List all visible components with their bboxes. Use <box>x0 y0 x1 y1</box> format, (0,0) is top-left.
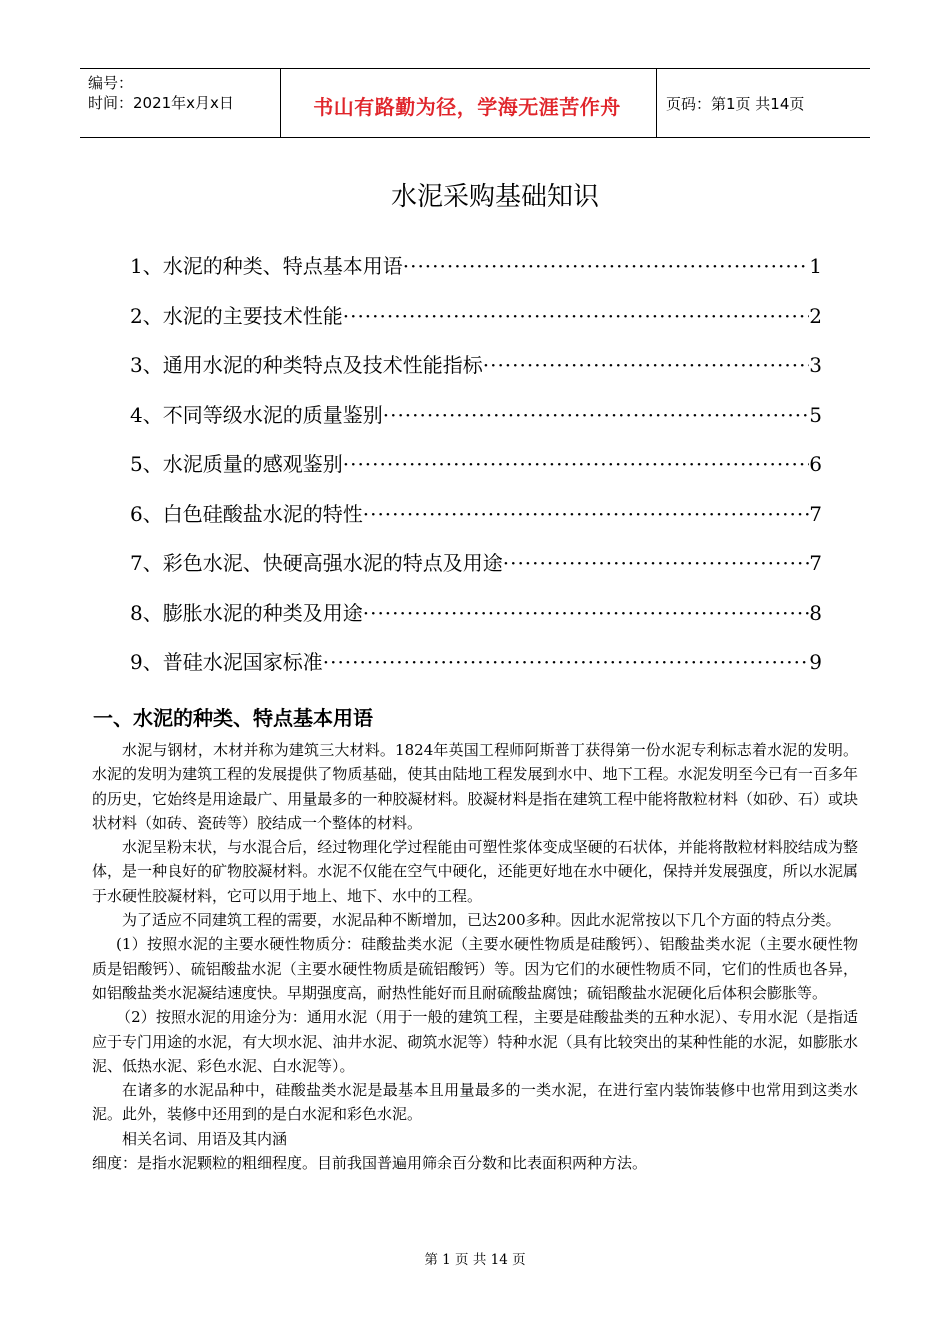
toc-entry[interactable] <box>130 250 822 300</box>
toc-entry-page: 7 <box>809 501 822 526</box>
header-number: 编号： <box>88 74 134 92</box>
toc-leader-dots <box>323 650 810 674</box>
toc-leader-dots <box>503 551 810 575</box>
toc-leader-dots <box>343 452 810 476</box>
document-title: 水泥采购基础知识 <box>390 182 599 212</box>
toc-entry-text: 2、水泥的主要技术性能 <box>130 303 343 328</box>
header-page-info: 页码：第1页 共14页 <box>666 95 805 113</box>
toc-leader-dots <box>483 353 810 377</box>
paragraph: 水泥呈粉末状，与水混合后，经过物理化学过程能由可塑性浆体变成坚硬的石状体，并能将散粒材料胶结成为整体，是一种良好的矿物胶凝材料。水泥不仅能在空气中硬化，还能更好地在水中硬化，保持并发展强度，所以水泥属于水硬性胶凝材料，它可以用于地上、地下、水中的工程。 <box>92 838 858 905</box>
toc-entry-text: 3、通用水泥的种类特点及技术性能指标 <box>130 353 483 377</box>
toc-leader-dots <box>363 601 810 625</box>
toc-entry[interactable] <box>130 448 822 498</box>
toc-leader-dots <box>383 403 810 427</box>
paragraph: 相关名词、用语及其内涵 <box>122 1129 288 1148</box>
toc-entry-page: 5 <box>809 402 822 427</box>
toc-entry-text: 6、白色硅酸盐水泥的特性 <box>130 501 363 526</box>
paragraph: （2）按照水泥的用途分为：通用水泥（用于一般的建筑工程，主要是硅酸盐类的五种水泥）、专用水泥（是指适应于专门用途的水泥，有大坝水泥、油井水泥、砌筑水泥等）特种水泥（具有比较突出的某种性能的水泥，如膨胀水泥、低热水泥、彩色水泥、白水泥等）。 <box>92 1008 858 1075</box>
header-divider <box>280 69 281 137</box>
toc-entry-page: 8 <box>809 600 822 625</box>
toc-entry[interactable] <box>130 597 822 647</box>
toc-leader-dots <box>343 304 810 328</box>
table-of-contents <box>130 250 822 696</box>
page-header <box>80 68 870 138</box>
header-time: 时间：2021年x月x日 <box>88 94 234 112</box>
toc-entry-page: 7 <box>809 551 822 575</box>
toc-entry-text: 1、水泥的种类、特点基本用语 <box>130 254 403 278</box>
header-divider <box>656 69 657 137</box>
paragraph: 在诸多的水泥品种中，硅酸盐类水泥是最基本且用量最多的一类水泥，在进行室内装饰装修中也常用到这类水泥。此外，装修中还用到的是白水泥和彩色水泥。 <box>92 1081 858 1124</box>
paragraph: 细度：是指水泥颗粒的粗细程度。目前我国普遍用筛余百分数和比表面积两种方法。 <box>92 1154 648 1173</box>
page-footer: 第 1 页 共 14 页 <box>424 1252 526 1268</box>
toc-entry-text: 8、膨胀水泥的种类及用途 <box>130 600 363 625</box>
toc-entry-page: 1 <box>809 254 822 278</box>
toc-entry-page: 2 <box>809 303 822 328</box>
section-body <box>92 738 858 1175</box>
toc-entry[interactable] <box>130 300 822 350</box>
toc-leader-dots <box>403 254 810 278</box>
toc-entry-page: 6 <box>809 452 822 476</box>
toc-entry[interactable] <box>130 349 822 399</box>
toc-entry[interactable] <box>130 399 822 449</box>
toc-entry[interactable] <box>130 498 822 548</box>
toc-entry-text: 9、普硅水泥国家标准 <box>130 650 323 674</box>
toc-entry-page: 9 <box>809 650 822 674</box>
header-meta <box>88 73 278 113</box>
toc-entry-text: 5、水泥质量的感观鉴别 <box>130 452 343 476</box>
toc-entry[interactable] <box>130 547 822 597</box>
toc-entry-text: 4、不同等级水泥的质量鉴别 <box>130 402 383 427</box>
toc-entry[interactable] <box>130 646 822 696</box>
paragraph: 水泥与钢材，木材并称为建筑三大材料。1824年英国工程师阿斯普丁获得第一份水泥专利标志着水泥的发明。水泥的发明为建筑工程的发展提供了物质基础，使其由陆地工程发展到水中、地下工程。水泥发明至今已有一百多年的历史，它始终是用途最广、用量最多的一种胶凝材料。胶凝材料是指在建筑工程中能将散粒材料（如砂、石）或块状材料（如砖、瓷砖等）胶结成一个整体的材料。 <box>92 741 858 832</box>
paragraph: 为了适应不同建筑工程的需要，水泥品种不断增加，已达200多种。因此水泥常按以下几个方面的特点分类。 <box>122 911 841 930</box>
toc-entry-text: 7、彩色水泥、快硬高强水泥的特点及用途 <box>130 551 503 575</box>
toc-entry-page: 3 <box>809 353 822 377</box>
header-motto: 书山有路勤为径，学海无涯苦作舟 <box>313 95 621 119</box>
section-heading: 一、水泥的种类、特点基本用语 <box>93 706 373 730</box>
paragraph: (1）按照水泥的主要水硬性物质分：硅酸盐类水泥（主要水硬性物质是硅酸钙）、铝酸盐类水泥（主要水硬性物质是铝酸钙）、硫铝酸盐水泥（主要水硬性物质是硫铝酸钙）等。因为它们的水硬性物质不同，它们的性质也各异，如铝酸盐类水泥凝结速度快。早期强度高，耐热性能好而且耐硫酸盐腐蚀；硫铝酸盐水泥硬化后体积会膨胀等。 <box>92 935 858 1002</box>
toc-leader-dots <box>363 502 810 526</box>
